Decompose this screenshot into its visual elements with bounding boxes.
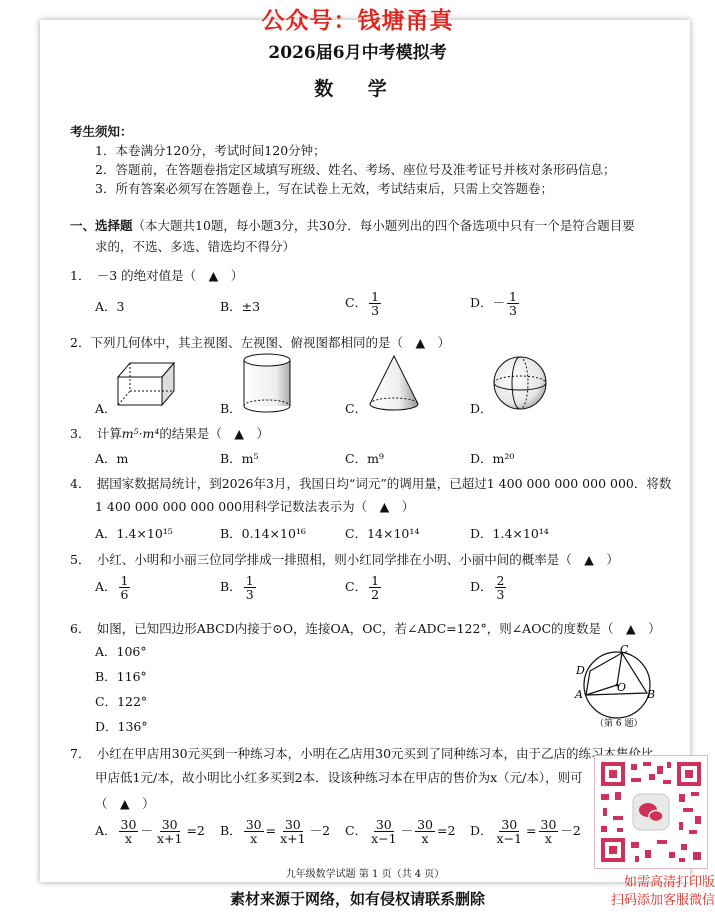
q7-option-b: B． $\frac{30}{x}$ = $\frac{30}{x+1}$ －2: [220, 817, 331, 847]
qr-code-icon[interactable]: [594, 755, 708, 869]
q1-option-d: D．－ $\frac{1}{3}$: [470, 289, 517, 319]
q4-option-d: D．1.4×10¹⁴: [470, 526, 549, 541]
notice-item-1: 1．本卷满分120分，考试时间120分钟；: [95, 143, 326, 158]
q4-line-1: 4． 据国家数据局统计，到2026年3月，我国日均“词元”的调用量，已超过1 400 000 000 000 000．将数: [70, 476, 672, 491]
q5-stem: 5． 小红、小明和小丽三位同学排成一排照相，则小红同学排在小明、小丽中间的概率是（ ▲ ）: [70, 552, 619, 567]
exam-title: 2026届6月中考模拟考: [268, 43, 447, 63]
q4-line-2: 1 400 000 000 000 000用科学记数法表示为（ ▲ ）: [95, 499, 415, 514]
watermark-bottom: 素材来源于网络，如有侵权请联系删除: [229, 890, 485, 908]
q5-option-a: A． $\frac{1}{6}$: [95, 573, 129, 603]
q5-option-b: B． $\frac{1}{3}$: [220, 573, 254, 603]
q7-line-2: 甲店低1元/本，故小明比小红多买到2本．设该种练习本在甲店的售价为x（元/本），则可: [95, 770, 583, 785]
section-heading: [70, 216, 635, 234]
q7-option-a: A． $\frac{30}{x}$ － $\frac{30}{x+1}$ =2: [95, 817, 205, 847]
fig-label-c: C: [620, 643, 629, 656]
fig-label-b: B: [647, 688, 656, 701]
q1-stem: 1． －3 的绝对值是（ ▲ ）: [70, 268, 244, 283]
q1-option-c: C． $\frac{1}{3}$: [345, 289, 380, 319]
q7-option-d: D． $\frac{30}{x-1}$ = $\frac{30}{x}$ －2: [470, 817, 581, 847]
sphere-icon: [490, 352, 550, 414]
q7-line-3: （ ▲ ）: [95, 796, 155, 811]
q6-option-c: C．122°: [95, 694, 148, 709]
q6-stem: 6． 如图，已知四边形ABCD内接于⊙O，连接OA，OC，若∠ADC=122°，则∠AOC的度数是（ ▲ ）: [70, 621, 661, 636]
q2-option-a: A．: [95, 401, 117, 416]
watermark-top: 公众号：钱塘甬真: [261, 8, 454, 34]
q3-stem: 3． 计算m⁵·m⁴的结果是（ ▲ ）: [70, 426, 270, 441]
q6-option-a: A．106°: [95, 644, 147, 659]
q7-line-1: 7． 小红在甲店用30元买到一种练习本，小明在乙店用30元买到了同种练习本，由于乙店的练习本售价比: [70, 746, 654, 761]
notice-heading: 考生须知：: [70, 124, 133, 139]
q4-option-b: B．0.14×10¹⁶: [220, 526, 306, 541]
watermark-right-line-2: 扫码添加客服微信: [610, 893, 715, 908]
section-desc-1: （本大题共10题，每小题3分，共30分．每小题列出的四个备选项中只有一个是符合题目要: [132, 218, 635, 233]
q5-option-d: D． $\frac{2}{3}$: [470, 573, 505, 603]
watermark-right-line-1: 如需高清打印版: [623, 875, 715, 890]
q4-option-a: A．1.4×10¹⁵: [95, 526, 173, 541]
q5-option-c: C． $\frac{1}{2}$: [345, 573, 380, 603]
section-desc-2: 求的，不选、多选、错选均不得分）: [95, 239, 296, 254]
watermark-right: [575, 874, 715, 910]
q2-option-b: B．: [220, 401, 242, 416]
q3-option-a: A．m: [95, 451, 129, 466]
fig-label-d: D: [576, 664, 585, 677]
q2-option-d: D．: [470, 401, 493, 416]
q1-option-a: A．3: [95, 299, 125, 314]
q1-option-b: B．±3: [220, 299, 261, 314]
q2-stem: 2．下列几何体中，其主视图、左视图、俯视图都相同的是（ ▲ ）: [70, 335, 451, 350]
page-footer: 九年级数学试题 第 1 页（共 4 页）: [285, 869, 445, 880]
fig-label-a: A: [575, 688, 583, 701]
q6-option-d: D．136°: [95, 719, 148, 734]
q3-option-b: B．m⁵: [220, 451, 259, 466]
q3-option-c: C．m⁹: [345, 451, 384, 466]
section-heading-label: 一、选择题: [70, 218, 133, 233]
subject-title: 数 学: [314, 78, 401, 100]
notice-item-2: 2．答题前，在答题卷指定区域填写班级、姓名、考场、座位号及准考证号并核对条形码信息；: [95, 162, 616, 177]
q2-option-c: C．: [345, 401, 368, 416]
cylinder-icon: [238, 352, 298, 414]
q6-option-b: B．116°: [95, 669, 147, 684]
q7-option-c: C． $\frac{30}{x-1}$ － $\frac{30}{x}$ =2: [345, 817, 456, 847]
notice-item-3: 3．所有答案必须写在答题卷上，写在试卷上无效，考试结束后，只需上交答题卷；: [95, 181, 553, 196]
q3-option-d: D．m²⁰: [470, 451, 515, 466]
cuboid-icon: [112, 355, 177, 410]
cone-icon: [364, 352, 424, 414]
fig-caption: （第 6 题）: [595, 719, 643, 729]
fig-label-o: O: [617, 681, 627, 694]
q4-option-c: C．14×10¹⁴: [345, 526, 420, 541]
q6-circle-figure: [570, 638, 660, 730]
